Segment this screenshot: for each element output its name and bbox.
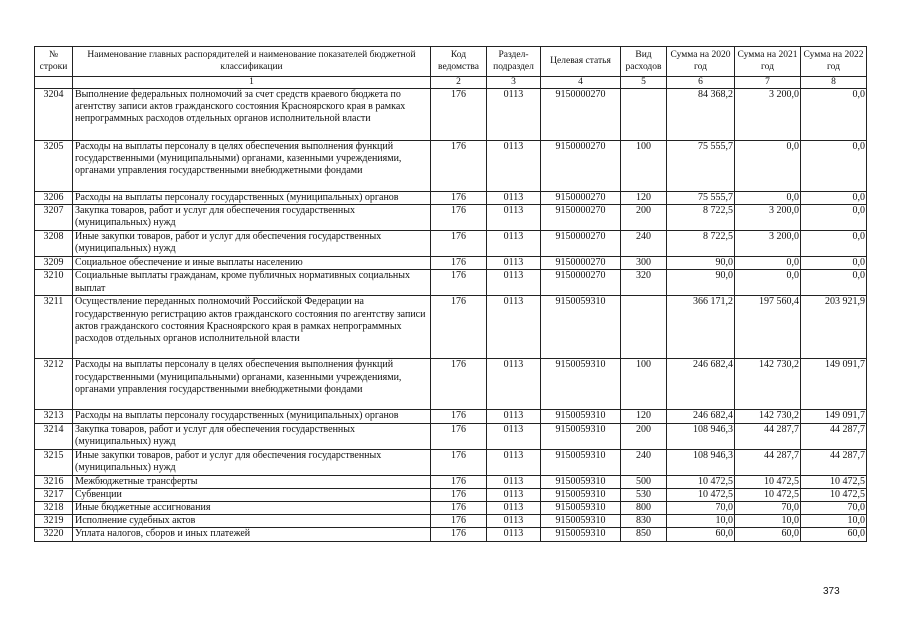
table-row (35, 296, 867, 359)
column-number: 2 (431, 77, 487, 89)
cell-row-number: 3214 (35, 423, 73, 449)
cell-sum-2020: 8 722,5 (667, 205, 735, 231)
table-row (35, 257, 867, 270)
cell-sum-2021: 44 287,7 (735, 449, 801, 475)
cell-sum-2021: 3 200,0 (735, 89, 801, 141)
cell-row-number: 3212 (35, 359, 73, 410)
cell-expense-kind: 100 (621, 359, 667, 410)
cell-sum-2022: 149 091,7 (801, 410, 867, 423)
cell-indicator-name: Закупка товаров, работ и услуг для обеспечения государственных (муниципальных) нужд (73, 205, 431, 231)
cell-indicator-name: Расходы на выплаты персоналу государственных (муниципальных) органов (73, 410, 431, 423)
cell-target-article: 9150059310 (541, 502, 621, 515)
cell-department-code: 176 (431, 141, 487, 192)
cell-row-number: 3206 (35, 192, 73, 205)
cell-department-code: 176 (431, 257, 487, 270)
table-row (35, 89, 867, 141)
cell-row-number: 3205 (35, 141, 73, 192)
cell-indicator-name: Расходы на выплаты персоналу государственных (муниципальных) органов (73, 192, 431, 205)
cell-section: 0113 (487, 410, 541, 423)
cell-department-code: 176 (431, 515, 487, 528)
cell-section: 0113 (487, 205, 541, 231)
cell-row-number: 3217 (35, 488, 73, 501)
cell-sum-2020: 108 946,3 (667, 423, 735, 449)
budget-table-sheet (34, 46, 866, 542)
cell-section: 0113 (487, 296, 541, 359)
cell-sum-2021: 0,0 (735, 257, 801, 270)
column-number: 1 (73, 77, 431, 89)
cell-indicator-name: Выполнение федеральных полномочий за счет средств краевого бюджета по агентству записи актов гражданского состояния Красноярского края в рамках непрограммных расходов отдельных органов исполнительной власти (73, 89, 431, 141)
column-number: 8 (801, 77, 867, 89)
table-row (35, 423, 867, 449)
cell-sum-2022: 203 921,9 (801, 296, 867, 359)
cell-department-code: 176 (431, 488, 487, 501)
cell-sum-2021: 70,0 (735, 502, 801, 515)
cell-section: 0113 (487, 502, 541, 515)
cell-sum-2020: 246 682,4 (667, 410, 735, 423)
cell-department-code: 176 (431, 423, 487, 449)
cell-sum-2021: 0,0 (735, 270, 801, 296)
cell-sum-2021: 10 472,5 (735, 475, 801, 488)
cell-indicator-name: Расходы на выплаты персоналу в целях обеспечения выполнения функций государственными (муниципальными) органами, казенными учреждениями, органами управления государственными внебюджетными фондами (73, 141, 431, 192)
table-row (35, 475, 867, 488)
cell-row-number: 3211 (35, 296, 73, 359)
cell-expense-kind: 240 (621, 449, 667, 475)
cell-expense-kind: 200 (621, 205, 667, 231)
cell-section: 0113 (487, 528, 541, 541)
cell-indicator-name: Субвенции (73, 488, 431, 501)
cell-sum-2022: 10 472,5 (801, 475, 867, 488)
cell-sum-2020: 75 555,7 (667, 141, 735, 192)
cell-indicator-name: Иные закупки товаров, работ и услуг для обеспечения государственных (муниципальных) нужд (73, 449, 431, 475)
cell-sum-2021: 0,0 (735, 192, 801, 205)
header-sum-2022: Сумма на 2022 год (801, 47, 867, 77)
cell-expense-kind (621, 296, 667, 359)
cell-indicator-name: Расходы на выплаты персоналу в целях обеспечения выполнения функций государственными (муниципальными) органами, казенными учреждениями, органами управления государственными внебюджетными фондами (73, 359, 431, 410)
cell-indicator-name: Закупка товаров, работ и услуг для обеспечения государственных (муниципальных) нужд (73, 423, 431, 449)
cell-target-article: 9150000270 (541, 192, 621, 205)
cell-target-article: 9150059310 (541, 296, 621, 359)
cell-department-code: 176 (431, 449, 487, 475)
cell-expense-kind: 120 (621, 410, 667, 423)
table-row (35, 410, 867, 423)
table-row (35, 270, 867, 296)
cell-sum-2020: 90,0 (667, 270, 735, 296)
cell-section: 0113 (487, 475, 541, 488)
cell-sum-2022: 149 091,7 (801, 359, 867, 410)
table-row (35, 359, 867, 410)
cell-indicator-name: Иные закупки товаров, работ и услуг для обеспечения государственных (муниципальных) нужд (73, 231, 431, 257)
cell-section: 0113 (487, 89, 541, 141)
cell-sum-2022: 0,0 (801, 89, 867, 141)
cell-sum-2020: 75 555,7 (667, 192, 735, 205)
table-row (35, 515, 867, 528)
column-number: 6 (667, 77, 735, 89)
cell-expense-kind: 500 (621, 475, 667, 488)
table-body (35, 89, 867, 542)
cell-indicator-name: Социальные выплаты гражданам, кроме публичных нормативных социальных выплат (73, 270, 431, 296)
cell-sum-2021: 44 287,7 (735, 423, 801, 449)
column-number: 7 (735, 77, 801, 89)
cell-section: 0113 (487, 488, 541, 501)
cell-sum-2022: 70,0 (801, 502, 867, 515)
header-num: № строки (35, 47, 73, 77)
header-name: Наименование главных распорядителей и наименование показателей бюджетной классификации (73, 47, 431, 77)
cell-department-code: 176 (431, 192, 487, 205)
column-number-row (35, 77, 867, 89)
cell-target-article: 9150059310 (541, 528, 621, 541)
cell-department-code: 176 (431, 502, 487, 515)
table-row (35, 141, 867, 192)
cell-indicator-name: Осуществление переданных полномочий Российской Федерации на государственную регистрацию актов гражданского состояния по агентству записи актов гражданского состояния Красноярского края в рамках непрограммных расходов отдельных органов исполнительной власти (73, 296, 431, 359)
cell-target-article: 9150059310 (541, 515, 621, 528)
cell-target-article: 9150000270 (541, 231, 621, 257)
cell-sum-2022: 0,0 (801, 141, 867, 192)
column-number: 3 (487, 77, 541, 89)
cell-sum-2022: 10 472,5 (801, 488, 867, 501)
cell-department-code: 176 (431, 89, 487, 141)
cell-sum-2020: 10 472,5 (667, 488, 735, 501)
cell-department-code: 176 (431, 359, 487, 410)
cell-expense-kind: 100 (621, 141, 667, 192)
header-code: Код ведомства (431, 47, 487, 77)
cell-row-number: 3209 (35, 257, 73, 270)
cell-sum-2022: 10,0 (801, 515, 867, 528)
cell-sum-2022: 0,0 (801, 270, 867, 296)
cell-sum-2021: 10 472,5 (735, 488, 801, 501)
cell-sum-2022: 44 287,7 (801, 449, 867, 475)
table-row (35, 502, 867, 515)
cell-sum-2020: 10,0 (667, 515, 735, 528)
cell-row-number: 3210 (35, 270, 73, 296)
cell-row-number: 3207 (35, 205, 73, 231)
cell-department-code: 176 (431, 205, 487, 231)
cell-target-article: 9150059310 (541, 410, 621, 423)
cell-department-code: 176 (431, 231, 487, 257)
cell-expense-kind: 850 (621, 528, 667, 541)
cell-sum-2021: 142 730,2 (735, 410, 801, 423)
header-kind: Вид расходов (621, 47, 667, 77)
cell-expense-kind: 120 (621, 192, 667, 205)
cell-row-number: 3213 (35, 410, 73, 423)
cell-expense-kind: 300 (621, 257, 667, 270)
cell-row-number: 3204 (35, 89, 73, 141)
cell-section: 0113 (487, 270, 541, 296)
cell-section: 0113 (487, 257, 541, 270)
cell-sum-2021: 60,0 (735, 528, 801, 541)
cell-expense-kind: 800 (621, 502, 667, 515)
column-number (35, 77, 73, 89)
cell-section: 0113 (487, 423, 541, 449)
table-row (35, 205, 867, 231)
cell-sum-2020: 84 368,2 (667, 89, 735, 141)
cell-expense-kind: 200 (621, 423, 667, 449)
cell-row-number: 3215 (35, 449, 73, 475)
cell-target-article: 9150059310 (541, 423, 621, 449)
cell-sum-2021: 0,0 (735, 141, 801, 192)
cell-sum-2020: 366 171,2 (667, 296, 735, 359)
cell-target-article: 9150000270 (541, 205, 621, 231)
cell-section: 0113 (487, 141, 541, 192)
cell-sum-2020: 8 722,5 (667, 231, 735, 257)
cell-department-code: 176 (431, 296, 487, 359)
cell-sum-2021: 10,0 (735, 515, 801, 528)
cell-indicator-name: Исполнение судебных актов (73, 515, 431, 528)
cell-target-article: 9150059310 (541, 449, 621, 475)
cell-sum-2021: 197 560,4 (735, 296, 801, 359)
cell-sum-2022: 44 287,7 (801, 423, 867, 449)
cell-target-article: 9150000270 (541, 270, 621, 296)
cell-department-code: 176 (431, 270, 487, 296)
header-sum-2021: Сумма на 2021 год (735, 47, 801, 77)
cell-target-article: 9150059310 (541, 475, 621, 488)
table-row (35, 231, 867, 257)
header-row (35, 47, 867, 77)
table-row (35, 528, 867, 541)
cell-department-code: 176 (431, 475, 487, 488)
cell-section: 0113 (487, 515, 541, 528)
cell-sum-2022: 0,0 (801, 205, 867, 231)
cell-sum-2020: 246 682,4 (667, 359, 735, 410)
column-number: 4 (541, 77, 621, 89)
cell-section: 0113 (487, 192, 541, 205)
cell-sum-2021: 3 200,0 (735, 231, 801, 257)
cell-indicator-name: Иные бюджетные ассигнования (73, 502, 431, 515)
cell-indicator-name: Межбюджетные трансферты (73, 475, 431, 488)
cell-department-code: 176 (431, 410, 487, 423)
table-row (35, 192, 867, 205)
table-row (35, 488, 867, 501)
cell-target-article: 9150059310 (541, 359, 621, 410)
header-target: Целевая статья (541, 47, 621, 77)
cell-section: 0113 (487, 231, 541, 257)
cell-row-number: 3216 (35, 475, 73, 488)
header-sum-2020: Сумма на 2020 год (667, 47, 735, 77)
cell-sum-2020: 60,0 (667, 528, 735, 541)
cell-sum-2022: 60,0 (801, 528, 867, 541)
cell-sum-2021: 142 730,2 (735, 359, 801, 410)
column-number: 5 (621, 77, 667, 89)
table-row (35, 449, 867, 475)
budget-table (34, 46, 867, 542)
cell-expense-kind: 240 (621, 231, 667, 257)
cell-sum-2020: 10 472,5 (667, 475, 735, 488)
header-section: Раздел-подраздел (487, 47, 541, 77)
cell-department-code: 176 (431, 528, 487, 541)
cell-section: 0113 (487, 449, 541, 475)
cell-row-number: 3208 (35, 231, 73, 257)
cell-sum-2022: 0,0 (801, 231, 867, 257)
cell-sum-2020: 108 946,3 (667, 449, 735, 475)
cell-sum-2022: 0,0 (801, 257, 867, 270)
cell-row-number: 3218 (35, 502, 73, 515)
cell-sum-2020: 70,0 (667, 502, 735, 515)
cell-indicator-name: Социальное обеспечение и иные выплаты населению (73, 257, 431, 270)
cell-row-number: 3220 (35, 528, 73, 541)
cell-section: 0113 (487, 359, 541, 410)
cell-target-article: 9150000270 (541, 141, 621, 192)
page-number: 373 (823, 586, 840, 597)
cell-target-article: 9150059310 (541, 488, 621, 501)
cell-expense-kind (621, 89, 667, 141)
cell-sum-2021: 3 200,0 (735, 205, 801, 231)
cell-sum-2022: 0,0 (801, 192, 867, 205)
cell-row-number: 3219 (35, 515, 73, 528)
cell-indicator-name: Уплата налогов, сборов и иных платежей (73, 528, 431, 541)
cell-target-article: 9150000270 (541, 89, 621, 141)
cell-target-article: 9150000270 (541, 257, 621, 270)
cell-expense-kind: 830 (621, 515, 667, 528)
cell-expense-kind: 320 (621, 270, 667, 296)
cell-sum-2020: 90,0 (667, 257, 735, 270)
cell-expense-kind: 530 (621, 488, 667, 501)
